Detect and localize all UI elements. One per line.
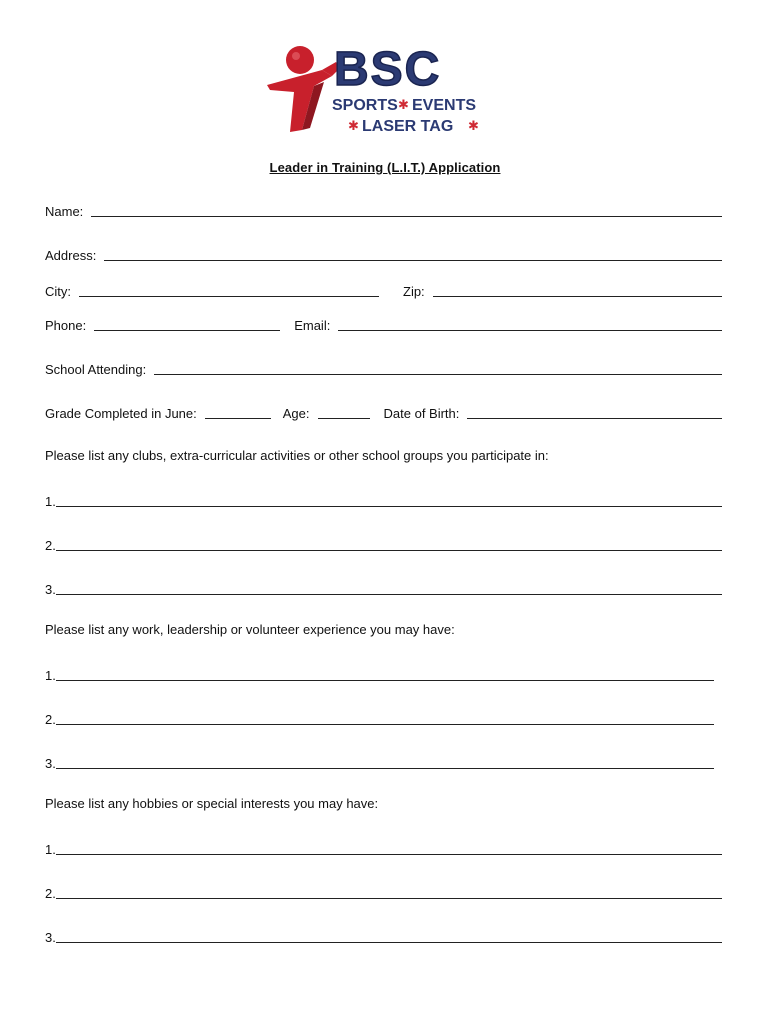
email-label: Email: xyxy=(294,318,331,333)
clubs-prompt: Please list any clubs, extra-curricular activities or other school groups you participate in: xyxy=(45,448,549,463)
item-number: 1. xyxy=(45,494,56,509)
logo-sports-text: SPORTS xyxy=(332,97,398,114)
item-number: 1. xyxy=(45,668,56,683)
experience-item-3 xyxy=(45,752,714,772)
clubs-field-1[interactable] xyxy=(56,493,722,507)
experience-field-3[interactable] xyxy=(56,755,714,769)
grade-age-dob-row xyxy=(45,402,722,422)
bsc-logo-graphic xyxy=(262,40,512,140)
phone-email-row xyxy=(45,314,722,334)
bsc-logo xyxy=(262,40,512,140)
item-number: 3. xyxy=(45,930,56,945)
experience-field-1[interactable] xyxy=(56,667,714,681)
zip-label: Zip: xyxy=(403,284,425,299)
address-row xyxy=(45,244,722,264)
grade-field[interactable] xyxy=(205,405,271,419)
clubs-item-2 xyxy=(45,534,722,554)
city-field[interactable] xyxy=(79,283,379,297)
name-field[interactable] xyxy=(91,203,722,217)
address-label: Address: xyxy=(45,248,97,263)
page-title: Leader in Training (L.I.T.) Application xyxy=(269,160,501,175)
school-row xyxy=(45,358,722,378)
player-figure-icon xyxy=(267,46,340,132)
age-label: Age: xyxy=(282,406,310,421)
name-label: Name: xyxy=(45,204,84,219)
item-number: 1. xyxy=(45,842,56,857)
school-label: School Attending: xyxy=(45,362,147,377)
logo-star-2: ✱ xyxy=(348,119,359,134)
phone-label: Phone: xyxy=(45,318,87,333)
hobbies-item-3 xyxy=(45,926,722,946)
experience-field-2[interactable] xyxy=(56,711,714,725)
clubs-item-3 xyxy=(45,578,722,598)
zip-field[interactable] xyxy=(433,283,722,297)
clubs-item-1 xyxy=(45,490,722,510)
experience-item-2 xyxy=(45,708,714,728)
dob-field[interactable] xyxy=(467,405,722,419)
clubs-field-2[interactable] xyxy=(56,537,722,551)
item-number: 2. xyxy=(45,886,56,901)
hobbies-item-2 xyxy=(45,882,722,902)
city-label: City: xyxy=(45,284,71,299)
item-number: 2. xyxy=(45,538,56,553)
logo-lasertag-text: LASER TAG xyxy=(362,118,454,135)
experience-item-1 xyxy=(45,664,714,684)
address-field[interactable] xyxy=(104,247,722,261)
hobbies-field-1[interactable] xyxy=(56,841,722,855)
phone-field[interactable] xyxy=(94,317,280,331)
email-field[interactable] xyxy=(338,317,722,331)
experience-prompt: Please list any work, leadership or volunteer experience you may have: xyxy=(45,622,455,637)
logo-events-text: EVENTS xyxy=(412,97,477,114)
logo-star-3: ✱ xyxy=(468,119,479,134)
hobbies-field-3[interactable] xyxy=(56,929,722,943)
logo-bsc-text: BSC xyxy=(334,43,442,96)
hobbies-prompt: Please list any hobbies or special interests you may have: xyxy=(45,796,379,811)
school-field[interactable] xyxy=(154,361,722,375)
dob-label: Date of Birth: xyxy=(383,406,460,421)
grade-label: Grade Completed in June: xyxy=(45,406,197,421)
item-number: 3. xyxy=(45,582,56,597)
name-row xyxy=(45,200,722,220)
city-zip-row xyxy=(45,280,722,300)
hobbies-field-2[interactable] xyxy=(56,885,722,899)
age-field[interactable] xyxy=(318,405,370,419)
item-number: 3. xyxy=(45,756,56,771)
logo-star-1: ✱ xyxy=(398,98,409,113)
item-number: 2. xyxy=(45,712,56,727)
hobbies-item-1 xyxy=(45,838,722,858)
clubs-field-3[interactable] xyxy=(56,581,722,595)
